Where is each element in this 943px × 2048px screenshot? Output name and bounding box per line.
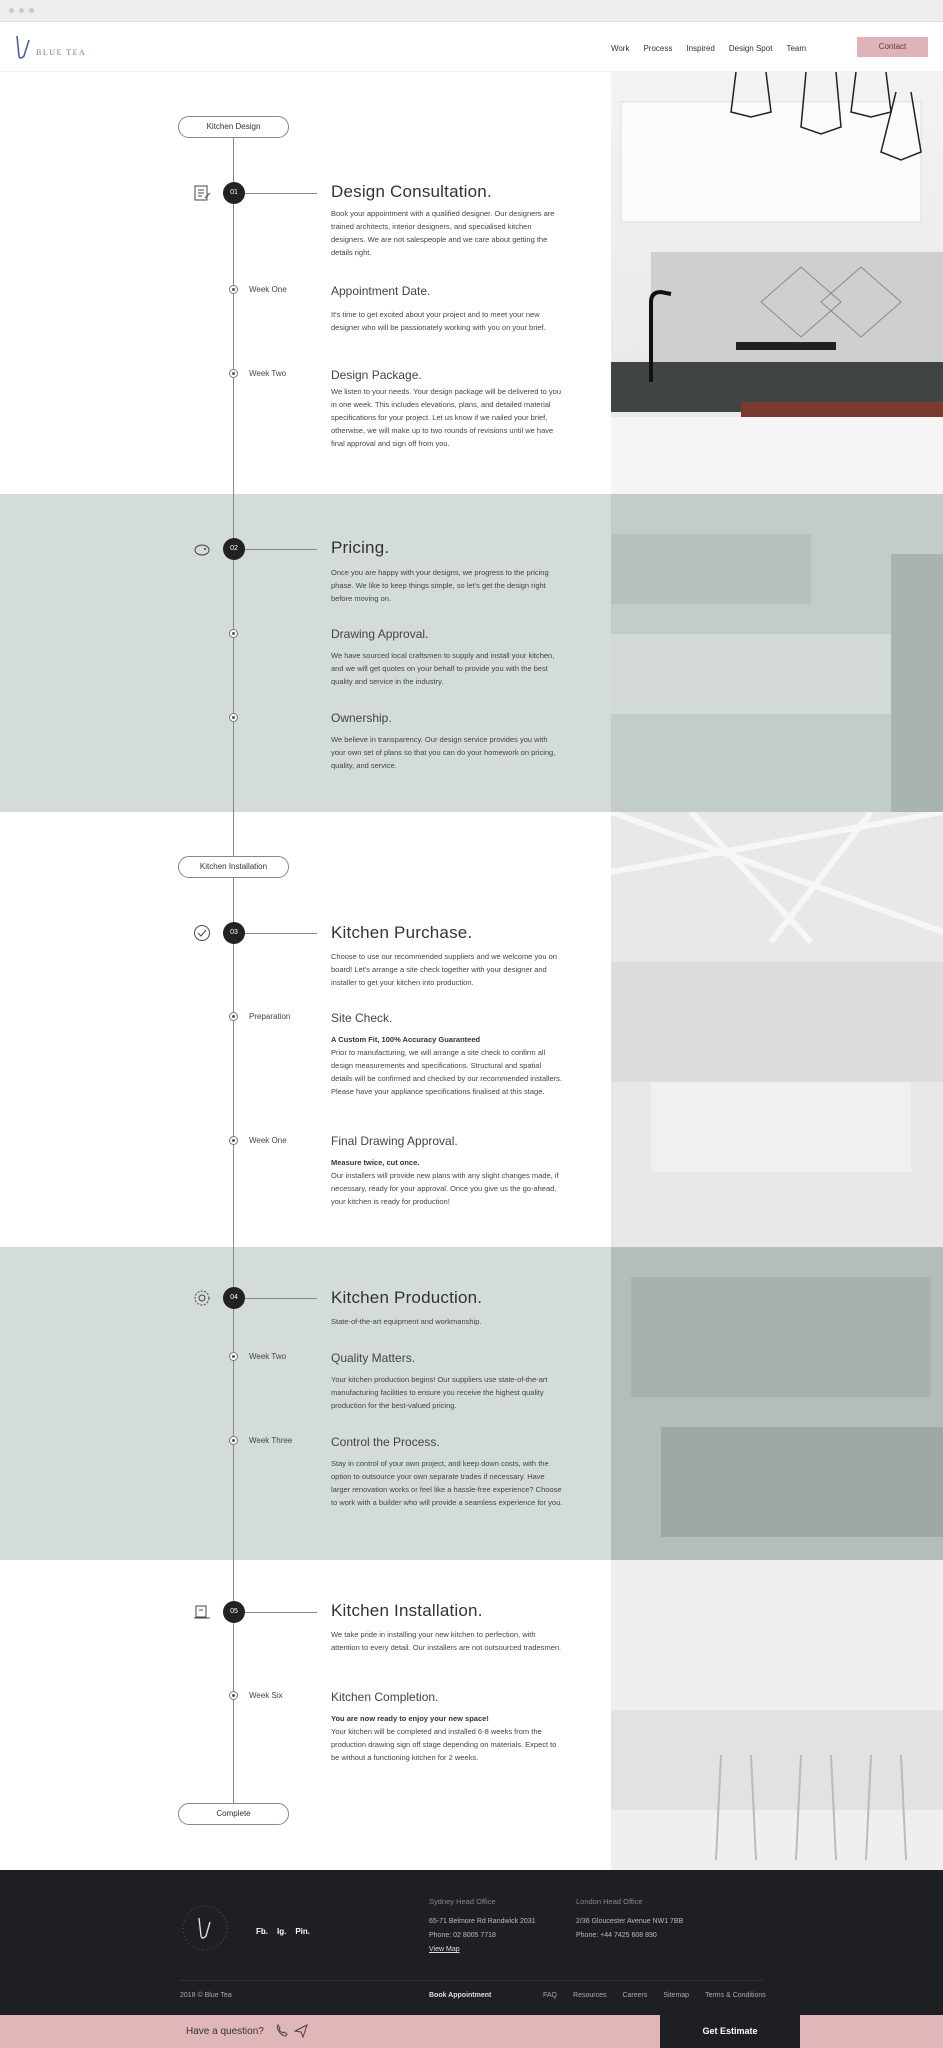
substep-title: Quality Matters.	[331, 1351, 416, 1365]
substep-text: Your kitchen will be completed and installed 6-8 weeks from the production drawing sign off stage depending on materials. Expect to be without a functioning kitchen for 2 weeks.	[331, 1727, 557, 1762]
substep-title: Design Package.	[331, 368, 422, 382]
step-number: 04	[223, 1287, 245, 1309]
step-body: Once you are happy with your designs, we progress to the pricing phase. We like to keep things simple, so let's get the design right before moving on.	[331, 568, 549, 603]
timeline-dot	[229, 629, 238, 638]
kitchen-illustration	[611, 494, 943, 812]
footer	[0, 1870, 943, 2015]
nav-design-spot[interactable]: Design Spot	[728, 44, 773, 53]
substep-title: Kitchen Completion.	[331, 1690, 439, 1704]
timeline-dot	[229, 1352, 238, 1361]
step-number: 01	[223, 182, 245, 204]
question-text: Have a question?	[186, 2026, 264, 2037]
timeline-dot	[229, 1012, 238, 1021]
timeline-label: Week Two	[249, 369, 287, 378]
timeline-label: Week One	[249, 285, 287, 294]
substep-body: It's time to get excited about your project and to meet your new designer who will be passionately working with you on your brief.	[331, 310, 546, 332]
timeline-dot	[229, 1436, 238, 1445]
office-title: Sydney Head Office	[429, 1897, 496, 1906]
instagram-link[interactable]: Ig.	[277, 1927, 287, 1936]
sitemap-link[interactable]: Sitemap	[663, 1992, 690, 1999]
question-bar	[0, 2015, 943, 2048]
kitchen-illustration	[611, 812, 943, 1247]
terms-link[interactable]: Terms & Conditions	[705, 1992, 766, 1999]
step-connector	[245, 193, 317, 194]
step-connector	[245, 1612, 317, 1613]
facebook-link[interactable]: Fb.	[256, 1927, 268, 1936]
top-nav	[0, 22, 943, 72]
step-title: Kitchen Purchase.	[331, 923, 473, 942]
sydney-office	[429, 1895, 536, 1957]
nav-inspired[interactable]: Inspired	[686, 44, 715, 53]
pinterest-link[interactable]: Pin.	[295, 1927, 311, 1936]
substep-body: Your kitchen production begins! Our suppliers use state-of-the-art manufacturing facilities to ensure you receive the highest quality production for the best-valued pricing.	[331, 1375, 548, 1410]
substep-body: We believe in transparency. Our design service provides you with your own set of plans so that you can do your homework on pricing, quality, and service.	[331, 735, 556, 770]
send-icon[interactable]	[294, 2024, 308, 2038]
footer-divider	[180, 1980, 763, 1981]
kitchen-photo-1	[611, 72, 943, 494]
timeline-dot	[229, 369, 238, 378]
nav-work[interactable]: Work	[610, 44, 630, 53]
step-connector	[245, 933, 317, 934]
kitchen-photo-3	[611, 812, 943, 1247]
timeline-label: Week Three	[249, 1436, 293, 1445]
nav-process[interactable]: Process	[643, 44, 673, 53]
step-number: 03	[223, 922, 245, 944]
substep-title: Control the Process.	[331, 1435, 440, 1449]
substep-title: Ownership.	[331, 711, 392, 725]
brand-seal-icon	[180, 1903, 230, 1953]
window-dot	[29, 8, 34, 13]
window-dot	[9, 8, 14, 13]
substep-body: We have sourced local craftsmen to supply and install your kitchen, and we will get quotes on your behalf to provide you with the best quality and service in the industry.	[331, 651, 555, 686]
piggy-bank-icon	[193, 540, 211, 558]
step-title: Kitchen Installation.	[331, 1601, 483, 1620]
pill-kitchen-installation: Kitchen Installation	[178, 856, 289, 878]
step-connector	[245, 549, 317, 550]
kitchen-illustration	[611, 72, 943, 494]
step-number: 02	[223, 538, 245, 560]
substep-body: We listen to your needs. Your design package will be delivered to you in one week. This includes elevations, plans, and detailed material specifications for your project. Let us know if we nailed your brief, otherwise, we will make up to two rounds of revisions until we have final approval and sign off from you.	[331, 387, 562, 448]
kitchen-illustration	[611, 1247, 943, 1560]
timeline-label: Week One	[249, 1136, 287, 1145]
substep-text: Our installers will provide new plans with any slight changes made, if necessary, ready for your approval. Once you give us the go-ahead, your kitchen is ready for production!	[331, 1171, 559, 1206]
resources-link[interactable]: Resources	[573, 1992, 607, 1999]
get-estimate-button[interactable]: Get Estimate	[660, 2015, 800, 2048]
faq-link[interactable]: FAQ	[543, 1992, 558, 1999]
london-office	[576, 1895, 683, 1943]
substep-lead: You are now ready to enjoy your new space!	[331, 1714, 489, 1723]
kitchen-photo-4	[611, 1247, 943, 1560]
step-number: 05	[223, 1601, 245, 1623]
browser-chrome	[0, 0, 943, 22]
substep-lead: A Custom Fit, 100% Accuracy Guaranteed	[331, 1035, 481, 1044]
substep-body	[331, 1033, 563, 1098]
check-circle-icon	[193, 924, 211, 942]
step-body: Book your appointment with a qualified designer. Our designers are trained architects, interior designers, and specialised kitchen designers. We are not salespeople and we care about getting the details right.	[331, 209, 555, 257]
timeline-label: Preparation	[249, 1012, 291, 1021]
nav-links	[611, 44, 806, 53]
step-body: Choose to use our recommended suppliers and we welcome you on board! Let's arrange a site check together with your designer and installer to get your kitchen into production.	[331, 952, 557, 987]
substep-body	[331, 1712, 563, 1764]
kitchen-photo-2	[611, 494, 943, 812]
step-title: Pricing.	[331, 538, 390, 557]
timeline-dot	[229, 713, 238, 722]
timeline-dot	[229, 285, 238, 294]
phone-icon[interactable]	[275, 2024, 289, 2038]
substep-title: Drawing Approval.	[331, 627, 429, 641]
brand-name[interactable]: BLUE TEA	[36, 48, 87, 57]
footer-links	[543, 1992, 766, 1999]
timeline-label: Week Six	[249, 1691, 283, 1700]
office-address: 65-71 Belmore Rd Randwick 2031	[429, 1918, 536, 1925]
gear-icon	[193, 1289, 211, 1307]
office-phone: Phone: 02 8005 7718	[429, 1932, 496, 1939]
substep-title: Appointment Date.	[331, 284, 431, 298]
nav-team[interactable]: Team	[786, 44, 806, 53]
pill-kitchen-design: Kitchen Design	[178, 116, 289, 138]
kitchen-illustration	[611, 1560, 943, 1870]
step-body: We take pride in installing your new kitchen to perfection, with attention to every detail. Our installers are not outsourced tradesmen.	[331, 1630, 562, 1652]
brand-logo-icon[interactable]	[14, 30, 34, 62]
window-dot	[19, 8, 24, 13]
substep-text: Prior to manufacturing, we will arrange a site check to confirm all design measurements and specifications. Structural and spatial details will be confirmed and checked by our recommended installers. Please have your appliance specifications finalised at this stage.	[331, 1048, 562, 1096]
substep-title: Site Check.	[331, 1011, 393, 1025]
kitchen-photo-5	[611, 1560, 943, 1870]
installation-box-icon	[193, 1603, 211, 1621]
substep-lead: Measure twice, cut once.	[331, 1158, 420, 1167]
substep-title: Final Drawing Approval.	[331, 1134, 458, 1148]
substep-body	[331, 1156, 563, 1208]
design-sketch-icon	[193, 184, 211, 202]
office-phone: Phone: +44 7425 608 890	[576, 1932, 657, 1939]
timeline-dot	[229, 1136, 238, 1145]
book-appointment-link[interactable]: Book Appointment	[429, 1992, 492, 1999]
substep-body: Stay in control of your own project, and keep down costs, with the option to outsource your own separate trades if necessary. Have larger renovation works or feel like a hassle-free experience? Choose to work with a builder who will provide a seamless experience for you.	[331, 1459, 563, 1507]
step-title: Design Consultation.	[331, 182, 492, 201]
step-connector	[245, 1298, 317, 1299]
view-map-link[interactable]: View Map	[429, 1946, 460, 1953]
contact-button[interactable]: Contact	[857, 37, 928, 57]
office-title: London Head Office	[576, 1897, 643, 1906]
social-links	[256, 1927, 310, 1936]
pill-complete: Complete	[178, 1803, 289, 1825]
copyright: 2018 © Blue Tea	[180, 1992, 232, 1999]
timeline-label: Week Two	[249, 1352, 287, 1361]
office-address: 2/36 Gloucester Avenue NW1 7BB	[576, 1918, 684, 1925]
step-title: Kitchen Production.	[331, 1288, 483, 1307]
step-body: State-of-the-art equipment and workmanship.	[331, 1317, 482, 1326]
timeline-dot	[229, 1691, 238, 1700]
careers-link[interactable]: Careers	[622, 1992, 648, 1999]
